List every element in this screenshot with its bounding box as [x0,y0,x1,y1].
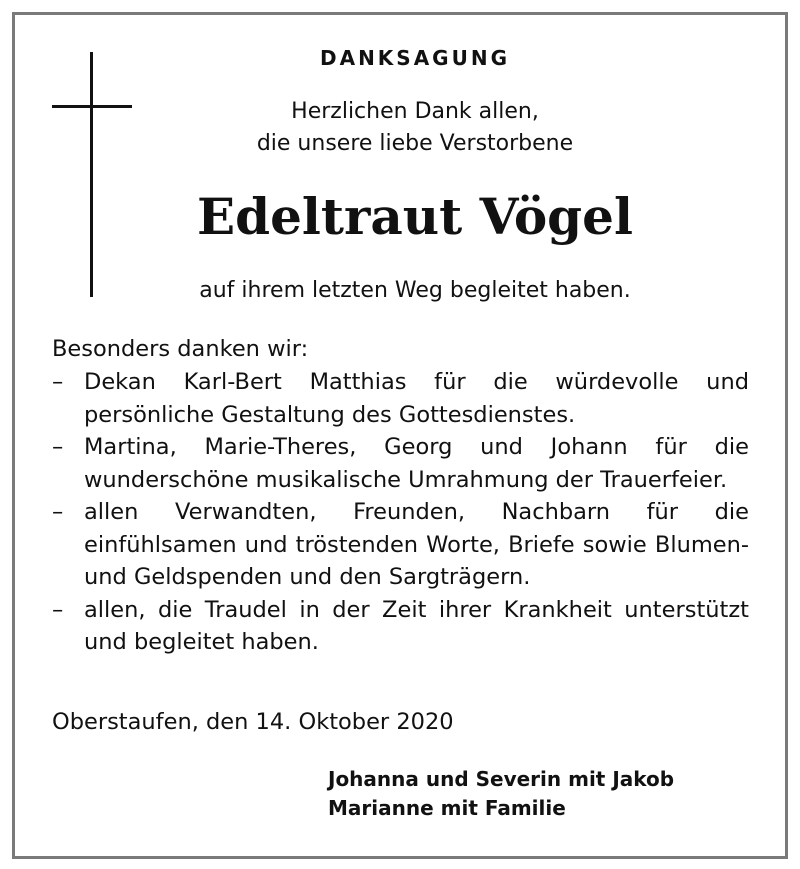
intro-line-2: die unsere liebe Verstorbene [256,131,574,156]
thanks-list [52,366,749,659]
deceased-name: Edeltraut Vögel [197,187,633,246]
place-date: Oberstaufen, den 14. Oktober 2020 [52,709,454,735]
notice-heading: DANKSAGUNG [319,46,510,70]
outro-line: auf ihrem letzten Weg begleitet haben. [199,278,631,303]
signature-line-2: Marianne mit Familie [328,796,566,820]
signature-line-1: Johanna und Severin mit Jakob [328,767,675,791]
thanks-item: – allen, die Traudel in der Zeit ihrer Krankheit unterstützt und begleitet haben. [52,594,749,659]
thanks-item: – allen Verwandten, Freunden, Nachbarn für die einfühlsamen und tröstenden Worte, Briefe sowie Blumen- und Geldspenden und den Sargträgern. [52,496,749,594]
special-thanks-title: Besonders danken wir: [52,336,309,362]
thanks-item: – Martina, Marie-Theres, Georg und Johann für die wunderschöne musikalische Umrahmung der Trauerfeier. [52,431,749,496]
intro-line-1: Herzlichen Dank allen, [291,99,539,124]
cross-horizontal-bar [52,105,132,108]
signatures [328,765,758,823]
thanks-item: – Dekan Karl-Bert Matthias für die würdevolle und persönliche Gestaltung des Gottesdienstes. [52,366,749,431]
cross-vertical-bar [90,52,93,297]
